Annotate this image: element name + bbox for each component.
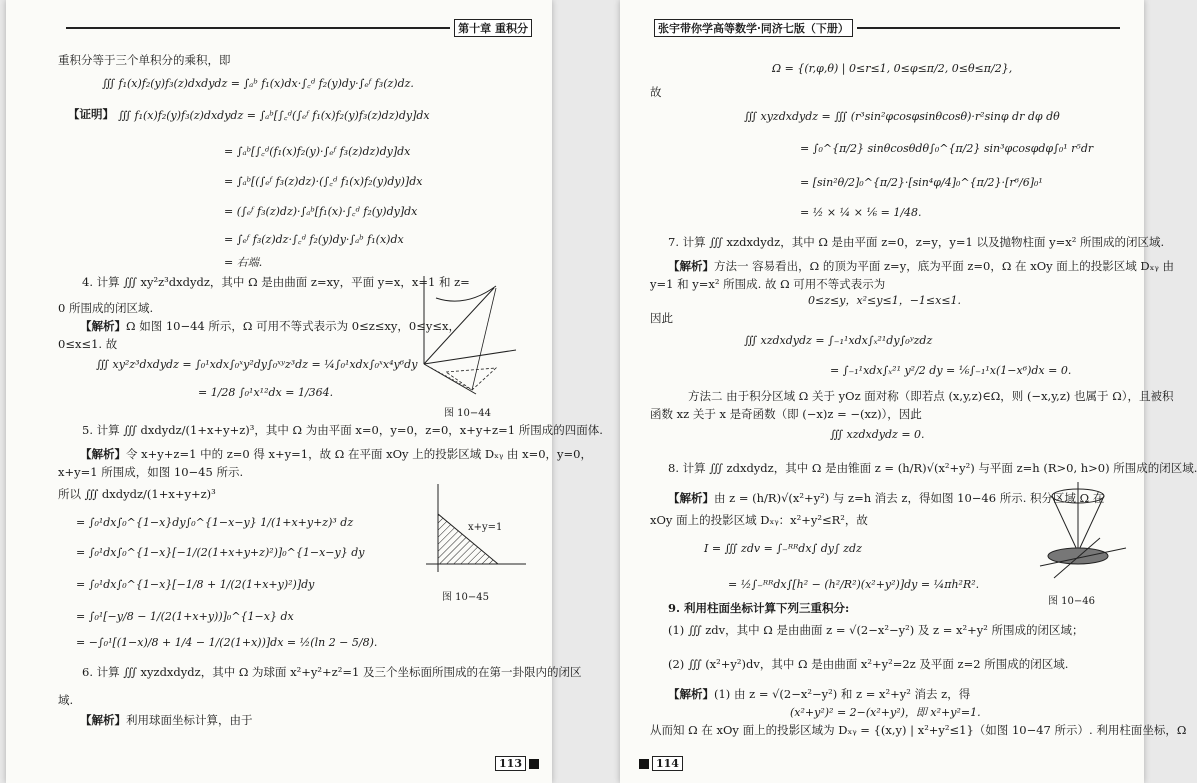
problem-5-equation-3: = ∫₀¹dx∫₀^{1−x}[−1/8 + 1/(2(1+x+y)²)]dy <box>76 578 315 591</box>
right-page <box>620 0 1197 783</box>
problem-5-solution-2: x+y=1 所围成，如图 10−45 所示. <box>58 465 244 479</box>
figure-10-44-caption: 图 10−44 <box>444 408 492 419</box>
problem-9-solution-1 <box>668 686 970 703</box>
problem-9-solution-2: (x²+y²)² = 2−(x²+y²)，即 x²+y²=1. <box>790 706 981 719</box>
solution-text: (1) 由 z = √(2−x²−y²) 和 z = x²+y² 消去 z，得 <box>714 687 971 701</box>
proof-line-1: ∭ f₁(x)f₂(y)f₃(z)dxdydz = ∫ₐᵇ[∫꜀ᵈ(∫ₑᶠ f₁(x)f₂(y)f₃(z)dz)dy]dx <box>118 109 430 122</box>
proof-line-4: = (∫ₑᶠ f₃(z)dz)·∫ₐᵇ[f₁(x)·∫꜀ᵈ f₂(y)dy]dx <box>224 205 418 218</box>
page-number-marker <box>639 759 649 769</box>
problem-8-equation-2: = ½∫₋ᴿᴿdx∫[h² − (h²/R²)(x²+y²)]dy = ¼πh²R². <box>728 578 980 591</box>
intro-text: 重积分等于三个单积分的乘积，即 <box>58 53 231 67</box>
problem-5-solution-1 <box>80 446 592 463</box>
figure-10-46-caption: 图 10−46 <box>1048 596 1096 607</box>
problem-4-equation-1: ∭ xy²z³dxdydz = ∫₀¹xdx∫₀ˣy²dy∫₀ˣʸz³dz = ¼∫₀¹xdx∫₀ˣx⁴y⁶dy <box>96 358 418 371</box>
problem-4-solution-2: 0≤x≤1. 故 <box>58 337 118 351</box>
figure-10-45-caption: 图 10−45 <box>442 592 490 603</box>
page-number-marker <box>529 759 539 769</box>
figure-10-45-line-label: x+y=1 <box>468 522 503 533</box>
problem-5-solution-3: 所以 ∭ dxdydz/(1+x+y+z)³ <box>58 487 216 501</box>
right-page-number-box <box>636 756 683 771</box>
problem-9-part-1: (1) ∭ zdv，其中 Ω 是由曲面 z = √(2−x²−y²) 及 z = x²+y² 所围成的闭区域； <box>668 623 1084 637</box>
proof-line-3: = ∫ₐᵇ[(∫ₑᶠ f₃(z)dz)·(∫꜀ᵈ f₁(x)f₂(y)dy)]dx <box>224 175 423 188</box>
proof-line-5: = ∫ₑᶠ f₃(z)dz·∫꜀ᵈ f₂(y)dy·∫ₐᵇ f₁(x)dx <box>224 233 404 246</box>
problem-8-equation-1: I = ∭ zdv = ∫₋ᴿᴿdx∫ dy∫ zdz <box>704 542 862 555</box>
solution-tag: 【解析】 <box>668 491 714 505</box>
problem-4-equation-2: = 1/28 ∫₀¹x¹²dx = 1/364. <box>198 386 334 399</box>
solution-tag: 【解析】 <box>80 447 126 461</box>
figure-10-46 <box>1032 478 1132 590</box>
problem-9-title: 9. 利用柱面坐标计算下列三重积分: <box>668 601 850 615</box>
problem-7-method-1-line-1 <box>668 258 1174 275</box>
left-page <box>6 0 603 783</box>
solution-text: 方法一 容易看出，Ω 的顶为平面 z=y，底为平面 z=0，Ω 在 xOy 面上的投影区域 Dₓᵧ 由 <box>714 259 1175 273</box>
problem-7-equation-1: ∭ xzdxdydz = ∫₋₁¹xdx∫ₓ²¹dy∫₀ʸzdz <box>744 334 933 347</box>
therefore-label: 故 <box>650 85 662 99</box>
problem-5-statement: 5. 计算 ∭ dxdydz/(1+x+y+z)³，其中 Ω 为由平面 x=0，y=0，z=0，x+y+z=1 所围成的四面体. <box>82 423 603 437</box>
problem-6-solution <box>80 712 253 729</box>
header-rule <box>66 27 450 29</box>
problem-7-method-2-line-1: 方法二 由于积分区域 Ω 关于 yOz 面对称（即若点 (x,y,z)∈Ω，则 (−x,y,z) 也属于 Ω），且被积 <box>688 389 1174 403</box>
book-title: 张宇带你学高等数学·同济七版（下册） <box>654 19 853 37</box>
spherical-equation-1: ∭ xyzdxdydz = ∭ (r³sin²φcosφsinθcosθ)·r²sinφ dr dφ dθ <box>744 110 1060 123</box>
problem-6-statement-cont: 域. <box>58 693 74 707</box>
header-rule <box>857 27 1120 29</box>
solution-tag: 【解析】 <box>80 713 126 727</box>
problem-7-hence: 因此 <box>650 311 673 325</box>
problem-7-inequalities: 0≤z≤y，x²≤y≤1，−1≤x≤1. <box>808 294 962 307</box>
problem-7-method-2-line-2: 函数 xz 关于 x 是奇函数（即 (−x)z = −(xz)），因此 <box>650 407 922 421</box>
solution-text: Ω 如图 10−44 所示，Ω 可用不等式表示为 0≤z≤xy，0≤y≤x， <box>126 319 460 333</box>
solution-text: 由 z = (h/R)√(x²+y²) 与 z=h 消去 z，得如图 10−46 所示. 积分区域 Ω 在 <box>714 491 1105 505</box>
left-page-header <box>66 20 536 36</box>
problem-8-statement: 8. 计算 ∭ zdxdydz，其中 Ω 是由锥面 z = (h/R)√(x²+y²) 与平面 z=h (R>0, h>0) 所围成的闭区域. <box>668 461 1197 475</box>
problem-5-equation-4: = ∫₀¹[−y/8 − 1/(2(1+x+y))]₀^{1−x} dx <box>76 610 294 623</box>
problem-5-equation-5: = −∫₀¹[(1−x)/8 + 1/4 − 1/(2(1+x))]dx = ½(ln 2 − 5/8). <box>76 636 378 649</box>
solution-tag: 【解析】 <box>668 259 714 273</box>
problem-4-solution-1 <box>80 318 460 335</box>
problem-7-statement: 7. 计算 ∭ xzdxdydz，其中 Ω 是由平面 z=0，z=y，y=1 以及抛物柱面 y=x² 所围成的闭区域. <box>668 235 1165 249</box>
problem-9-solution-3: 从而知 Ω 在 xOy 面上的投影区域为 Dₓᵧ = {(x,y) | x²+y²≤1}（如图 10−47 所示）. 利用柱面坐标，Ω <box>650 723 1187 737</box>
problem-7-equation-2: = ∫₋₁¹xdx∫ₓ²¹ y²/2 dy = ⅙∫₋₁¹x(1−x⁶)dx = 0. <box>830 364 1072 377</box>
page-number: 114 <box>652 756 683 771</box>
omega-definition: Ω = {(r,φ,θ) | 0≤r≤1, 0≤φ≤π/2, 0≤θ≤π/2}, <box>772 62 1013 75</box>
problem-8-solution-2: xOy 面上的投影区域 Dₓᵧ：x²+y²≤R²，故 <box>650 513 868 527</box>
solution-tag: 【解析】 <box>80 319 126 333</box>
problem-5-equation-2: = ∫₀¹dx∫₀^{1−x}[−1/(2(1+x+y+z)²)]₀^{1−x−y} dy <box>76 546 365 559</box>
solution-text: 利用球面坐标计算，由于 <box>126 713 253 727</box>
problem-9-part-2: (2) ∭ (x²+y²)dv，其中 Ω 是由曲面 x²+y²=2z 及平面 z=2 所围成的闭区域. <box>668 657 1069 671</box>
problem-4-statement: 4. 计算 ∭ xy²z³dxdydz，其中 Ω 是由曲面 z=xy，平面 y=x，x=1 和 z= <box>82 275 470 289</box>
left-page-number-box <box>495 756 542 771</box>
proof-line-2: = ∫ₐᵇ[∫꜀ᵈ(f₁(x)f₂(y)·∫ₑᶠ f₃(z)dz)dy]dx <box>224 145 411 158</box>
page-number: 113 <box>495 756 526 771</box>
problem-4-statement-cont: 0 所围成的闭区域. <box>58 301 154 315</box>
spherical-equation-2: = ∫₀^{π/2} sinθcosθdθ∫₀^{π/2} sin³φcosφdφ∫₀¹ r⁵dr <box>800 142 1094 155</box>
problem-7-method-1-line-2: y=1 和 y=x² 所围成. 故 Ω 可用不等式表示为 <box>650 277 886 291</box>
solution-text: 令 x+y+z=1 中的 z=0 得 x+y=1，故 Ω 在平面 xOy 上的投影区域 Dₓᵧ 由 x=0，y=0， <box>126 447 592 461</box>
intro-equation: ∭ f₁(x)f₂(y)f₃(z)dxdydz = ∫ₐᵇ f₁(x)dx·∫꜀ᵈ f₂(y)dy·∫ₑᶠ f₃(z)dz. <box>102 77 414 90</box>
proof-line-6: = 右端. <box>224 256 263 269</box>
spherical-equation-3: = [sin²θ/2]₀^{π/2}·[sin⁴φ/4]₀^{π/2}·[r⁶/6]₀¹ <box>800 176 1043 189</box>
right-page-header <box>650 20 1120 36</box>
figure-10-44 <box>406 268 526 404</box>
problem-5-equation-1: = ∫₀¹dx∫₀^{1−x}dy∫₀^{1−x−y} 1/(1+x+y+z)³ dz <box>76 516 354 529</box>
proof-tag: 【证明】 <box>68 107 114 121</box>
solution-tag: 【解析】 <box>668 687 714 701</box>
chapter-title: 第十章 重积分 <box>454 19 532 37</box>
problem-6-statement: 6. 计算 ∭ xyzdxdydz，其中 Ω 为球面 x²+y²+z²=1 及三个坐标面所围成的在第一卦限内的闭区 <box>82 665 582 679</box>
spherical-equation-4: = ½ × ¼ × ⅙ = 1/48. <box>800 206 922 219</box>
problem-7-equation-3: ∭ xzdxdydz = 0. <box>830 428 925 441</box>
